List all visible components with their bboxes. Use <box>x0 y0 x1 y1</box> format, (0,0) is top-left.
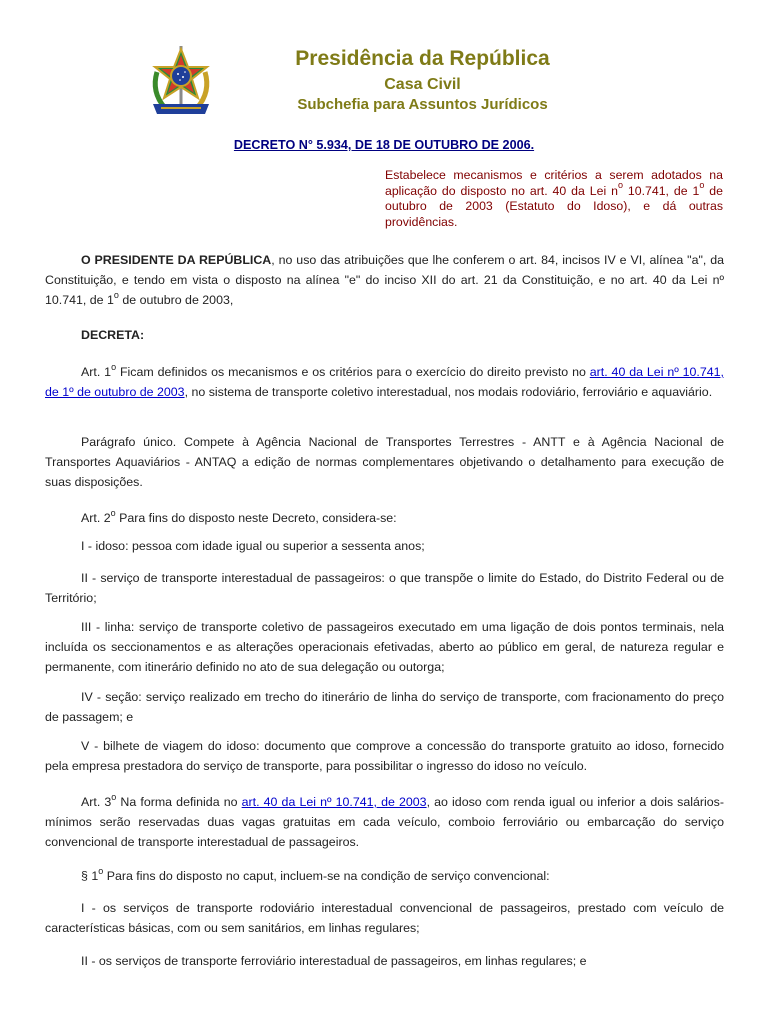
inciso-item: II - serviço de transporte interestadual de passageiros: o que transpõe o limite do Estado, do Distrito Federal ou de Território; <box>45 571 724 605</box>
law-link-art40-2003[interactable]: art. 40 da Lei nº 10.741, de 2003 <box>241 795 427 809</box>
law-link-art40[interactable]: art. 40 da Lei nº 10.741, de 1º de outubro de 2003 <box>45 365 724 399</box>
article-1-sole-paragraph: Parágrafo único. Compete à Agência Nacional de Transportes Terrestres - ANTT e à Agência Nacional de Transportes Aquaviários - ANTAQ a edição de normas complementares objetivando o detalhamento para execução de suas disposições. <box>45 435 724 489</box>
decreta-heading: DECRETA: <box>81 328 145 342</box>
decree-ementa: Estabelece mecanismos e critérios a serem adotados na aplicação do disposto no art. 40 da Lei $n^o$ 10.741, de 1$^o$ de outubro de 2003 (Estatuto do Idoso), e dá outras providências. <box>385 168 723 229</box>
inciso-item: IV - seção: serviço realizado em trecho do itinerário de linha do serviço de transporte, com fracionamento do preço de passagem; e <box>45 690 724 724</box>
article-2: Art. 2$^o$ Para fins do disposto neste Decreto, considera-se: <box>81 507 397 525</box>
paragraph-inciso-item: II - os serviços de transporte ferroviário interestadual de passageiros, em linhas regulares; e <box>81 954 587 968</box>
inciso-item: V - bilhete de viagem do idoso: documento que comprove a concessão do transporte gratuito ao idoso, fornecido pela empresa prestadora do serviço de transporte, para possibilitar o ingresso do idoso no veículo. <box>45 739 724 773</box>
page-header <box>0 0 768 125</box>
decree-title[interactable]: DECRETO N° 5.934, DE 18 DE OUTUBRO DE 2006. <box>233 138 535 152</box>
inciso-item: I - idoso: pessoa com idade igual ou superior a sessenta anos; <box>81 539 425 553</box>
page-title: Presidência da República <box>295 47 550 70</box>
article-3: Art. 3$^o$ Na forma definida no art. 40 da Lei nº 10.741, de 2003, ao idoso com renda igual ou inferior a dois salários-mínimos serão reservadas duas vagas gratuitas em cada veículo, comboio ferroviário ou embarcação do serviço convencional de transporte interestadual de passageiros. <box>45 791 725 849</box>
inciso-item: III - linha: serviço de transporte coletivo de passageiros executado em uma ligação de dois pontos terminais, nela incluída os seccionamentos e as alterações operacionais efetivadas, aberto ao público em geral, de natureza regular e permanente, com itinerário definido no ato de sua delegação ou outorga; <box>45 620 724 674</box>
preamble-paragraph: O PRESIDENTE DA REPÚBLICA, no uso das atribuições que lhe conferem o art. 84, incisos IV e VI, alínea "a", da Constituição, e tendo em vista o disposto na alínea "e" do inciso XII do art. 21 da Constituição, e no art. 40 da Lei nº 10.741, de 1$^o$ de outubro de 2003, <box>45 253 724 307</box>
paragraph-inciso-item: I - os serviços de transporte rodoviário interestadual convencional de passageiros, prestado com veículo de características básicas, com ou sem sanitários, em linhas regulares; <box>45 901 724 935</box>
article-1: Art. 1$^o$ Ficam definidos os mecanismos e os critérios para o exercício do direito previsto no art. 40 da Lei nº 10.741, de 1º de outubro de 2003, no sistema de transporte coletivo interestadual, nos modais rodoviário, ferroviário e aquaviário. <box>45 361 724 399</box>
article-3-paragraph-1: § 1$^o$ Para fins do disposto no caput, incluem-se na condição de serviço convencional: <box>81 865 550 883</box>
page-subtitle: Casa Civil <box>384 76 461 93</box>
coat-of-arms-brazil-icon <box>147 42 215 118</box>
page-subheading: Subchefia para Assuntos Jurídicos <box>297 96 548 113</box>
